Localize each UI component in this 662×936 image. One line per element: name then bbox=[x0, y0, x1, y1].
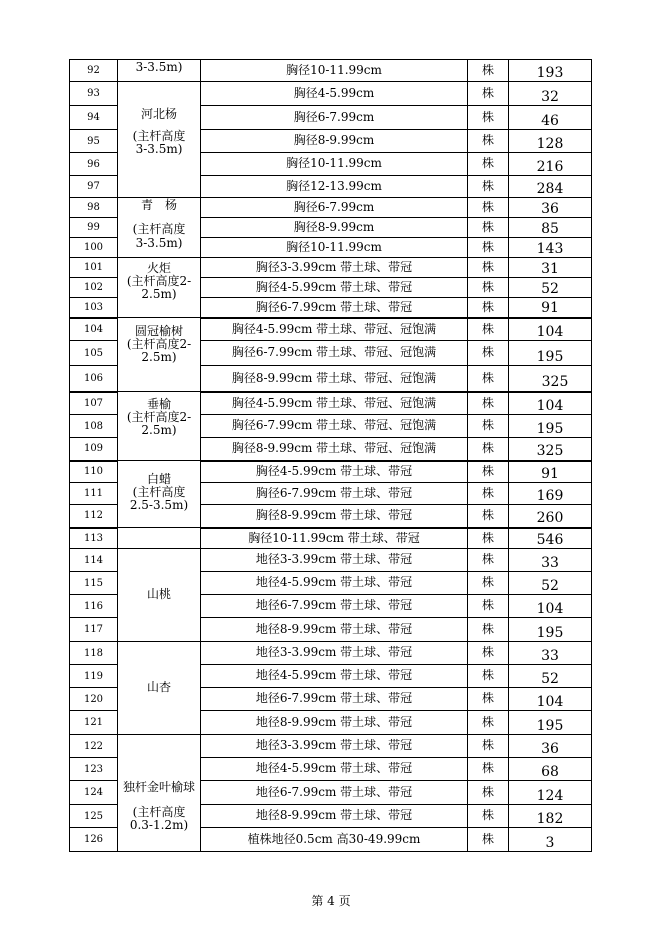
row-number: 92 bbox=[70, 60, 118, 82]
price-cell: 85 bbox=[509, 218, 592, 238]
unit-cell: 株 bbox=[468, 805, 509, 828]
price-cell: 128 bbox=[509, 130, 592, 153]
price-cell: 143 bbox=[509, 238, 592, 258]
row-number: 103 bbox=[70, 298, 118, 318]
spec-cell: 胸径10-11.99cm bbox=[201, 153, 468, 176]
species-name-line: (主杆高度2- bbox=[126, 337, 192, 352]
species-name-line: 3-3.5m) bbox=[135, 236, 183, 250]
unit-cell: 株 bbox=[468, 238, 509, 258]
spec-cell: 胸径3-3.99cm 带土球、带冠 bbox=[201, 258, 468, 278]
row-number: 111 bbox=[70, 483, 118, 505]
species-name-line: 2.5m) bbox=[141, 287, 177, 302]
unit-cell: 株 bbox=[468, 415, 509, 438]
spec-cell: 胸径4-5.99cm 带土球、带冠 bbox=[201, 278, 468, 298]
spec-cell: 地径4-5.99cm 带土球、带冠 bbox=[201, 572, 468, 595]
row-number: 120 bbox=[70, 688, 118, 711]
species-name-line: (主杆高度 bbox=[132, 485, 186, 500]
spec-cell: 地径3-3.99cm 带土球、带冠 bbox=[201, 642, 468, 665]
unit-cell: 株 bbox=[468, 258, 509, 278]
price-cell: 36 bbox=[509, 735, 592, 758]
price-cell: 52 bbox=[509, 278, 592, 298]
unit-cell: 株 bbox=[468, 318, 509, 341]
row-number: 104 bbox=[70, 318, 118, 341]
table-row bbox=[70, 392, 592, 415]
unit-cell: 株 bbox=[468, 60, 509, 82]
price-cell: 32 bbox=[509, 82, 592, 106]
species-name-line: (主杆高度 bbox=[132, 129, 186, 144]
price-cell: 260 bbox=[509, 505, 592, 528]
price-cell: 104 bbox=[509, 688, 592, 711]
spec-cell: 胸径4-5.99cm 带土球、带冠、冠饱满 bbox=[201, 318, 468, 341]
spec-cell: 地径3-3.99cm 带土球、带冠 bbox=[201, 549, 468, 572]
row-number: 108 bbox=[70, 415, 118, 438]
spec-cell: 胸径12-13.99cm bbox=[201, 176, 468, 198]
spec-cell: 胸径6-7.99cm 带土球、带冠 bbox=[201, 483, 468, 505]
species-name-cell bbox=[118, 258, 201, 318]
spec-cell: 胸径4-5.99cm 带土球、带冠、冠饱满 bbox=[201, 392, 468, 415]
table-row bbox=[70, 82, 592, 106]
price-table bbox=[69, 59, 592, 852]
unit-cell: 株 bbox=[468, 82, 509, 106]
spec-cell: 胸径4-5.99cm bbox=[201, 82, 468, 106]
row-number: 109 bbox=[70, 438, 118, 461]
unit-cell: 株 bbox=[468, 438, 509, 461]
row-number: 123 bbox=[70, 758, 118, 781]
table-row bbox=[70, 735, 592, 758]
spec-cell: 胸径6-7.99cm 带土球、带冠 bbox=[201, 298, 468, 318]
price-cell: 104 bbox=[509, 392, 592, 415]
spec-cell: 胸径6-7.99cm 带土球、带冠、冠饱满 bbox=[201, 415, 468, 438]
unit-cell: 株 bbox=[468, 278, 509, 298]
row-number: 114 bbox=[70, 549, 118, 572]
spec-cell: 胸径6-7.99cm bbox=[201, 106, 468, 130]
price-cell: 325 bbox=[509, 366, 592, 392]
price-cell: 33 bbox=[509, 642, 592, 665]
unit-cell: 株 bbox=[468, 572, 509, 595]
spec-cell: 地径8-9.99cm 带土球、带冠 bbox=[201, 805, 468, 828]
species-name-cell bbox=[118, 528, 201, 549]
row-number: 118 bbox=[70, 642, 118, 665]
row-number: 102 bbox=[70, 278, 118, 298]
species-name-cell bbox=[118, 549, 201, 642]
price-cell: 91 bbox=[509, 298, 592, 318]
spec-cell: 胸径8-9.99cm 带土球、带冠、冠饱满 bbox=[201, 366, 468, 392]
row-number: 122 bbox=[70, 735, 118, 758]
price-cell: 195 bbox=[509, 415, 592, 438]
species-name-line: 2.5-3.5m) bbox=[129, 498, 189, 513]
price-cell: 216 bbox=[509, 153, 592, 176]
price-cell: 52 bbox=[509, 572, 592, 595]
unit-cell: 株 bbox=[468, 642, 509, 665]
row-number: 121 bbox=[70, 711, 118, 735]
unit-cell: 株 bbox=[468, 198, 509, 218]
price-cell: 169 bbox=[509, 483, 592, 505]
species-name-line: 青 杨 bbox=[140, 198, 177, 212]
species-name-line: (主杆高度2- bbox=[126, 410, 192, 425]
price-cell: 46 bbox=[509, 106, 592, 130]
unit-cell: 株 bbox=[468, 341, 509, 366]
row-number: 94 bbox=[70, 106, 118, 130]
row-number: 110 bbox=[70, 461, 118, 483]
spec-cell: 胸径10-11.99cm bbox=[201, 60, 468, 82]
row-number: 106 bbox=[70, 366, 118, 392]
unit-cell: 株 bbox=[468, 781, 509, 805]
price-cell: 182 bbox=[509, 805, 592, 828]
unit-cell: 株 bbox=[468, 665, 509, 688]
unit-cell: 株 bbox=[468, 153, 509, 176]
species-name-line: 河北杨 bbox=[140, 107, 177, 121]
row-number: 107 bbox=[70, 392, 118, 415]
species-name-line: 2.5m) bbox=[141, 423, 177, 438]
species-name-line: 垂榆 bbox=[146, 397, 171, 411]
row-number: 116 bbox=[70, 595, 118, 618]
table-row bbox=[70, 318, 592, 341]
species-name-cell bbox=[118, 392, 201, 461]
table-row bbox=[70, 461, 592, 483]
row-number: 96 bbox=[70, 153, 118, 176]
row-number: 124 bbox=[70, 781, 118, 805]
unit-cell: 株 bbox=[468, 549, 509, 572]
unit-cell: 株 bbox=[468, 618, 509, 642]
spec-cell: 地径6-7.99cm 带土球、带冠 bbox=[201, 688, 468, 711]
unit-cell: 株 bbox=[468, 688, 509, 711]
price-cell: 195 bbox=[509, 711, 592, 735]
spec-cell: 地径3-3.99cm 带土球、带冠 bbox=[201, 735, 468, 758]
price-cell: 104 bbox=[509, 595, 592, 618]
unit-cell: 株 bbox=[468, 828, 509, 852]
price-cell: 325 bbox=[509, 438, 592, 461]
species-name-line: 独杆金叶榆球 bbox=[122, 780, 195, 794]
species-name-line: 2.5m) bbox=[141, 350, 177, 365]
unit-cell: 株 bbox=[468, 392, 509, 415]
row-number: 119 bbox=[70, 665, 118, 688]
row-number: 105 bbox=[70, 341, 118, 366]
row-number: 93 bbox=[70, 82, 118, 106]
species-name-cell bbox=[118, 642, 201, 735]
unit-cell: 株 bbox=[468, 528, 509, 549]
spec-cell: 地径6-7.99cm 带土球、带冠 bbox=[201, 595, 468, 618]
spec-cell: 胸径8-9.99cm 带土球、带冠 bbox=[201, 505, 468, 528]
unit-cell: 株 bbox=[468, 461, 509, 483]
spec-cell: 胸径6-7.99cm bbox=[201, 198, 468, 218]
price-cell: 284 bbox=[509, 176, 592, 198]
row-number: 112 bbox=[70, 505, 118, 528]
species-name-cell bbox=[118, 60, 201, 82]
species-name-line: (主杆高度 bbox=[132, 805, 186, 820]
species-name-line: 山桃 bbox=[146, 587, 171, 602]
unit-cell: 株 bbox=[468, 735, 509, 758]
species-name-cell bbox=[118, 198, 201, 258]
unit-cell: 株 bbox=[468, 130, 509, 153]
price-cell: 546 bbox=[509, 528, 592, 549]
unit-cell: 株 bbox=[468, 298, 509, 318]
unit-cell: 株 bbox=[468, 483, 509, 505]
species-name-cell bbox=[118, 82, 201, 198]
spec-cell: 地径8-9.99cm 带土球、带冠 bbox=[201, 618, 468, 642]
species-name-cell bbox=[118, 461, 201, 528]
spec-cell: 胸径10-11.99cm bbox=[201, 238, 468, 258]
row-number: 126 bbox=[70, 828, 118, 852]
row-number: 101 bbox=[70, 258, 118, 278]
price-cell: 68 bbox=[509, 758, 592, 781]
unit-cell: 株 bbox=[468, 366, 509, 392]
price-cell: 124 bbox=[509, 781, 592, 805]
species-name-cell bbox=[118, 735, 201, 852]
price-cell: 36 bbox=[509, 198, 592, 218]
unit-cell: 株 bbox=[468, 595, 509, 618]
unit-cell: 株 bbox=[468, 176, 509, 198]
spec-cell: 地径8-9.99cm 带土球、带冠 bbox=[201, 711, 468, 735]
price-cell: 195 bbox=[509, 618, 592, 642]
spec-cell: 胸径8-9.99cm bbox=[201, 130, 468, 153]
spec-cell: 地径4-5.99cm 带土球、带冠 bbox=[201, 665, 468, 688]
spec-cell: 胸径8-9.99cm bbox=[201, 218, 468, 238]
page-number-footer: 第 4 页 bbox=[311, 894, 351, 908]
table-row bbox=[70, 642, 592, 665]
spec-cell: 胸径10-11.99cm 带土球、带冠 bbox=[201, 528, 468, 549]
spec-cell: 植株地径0.5cm 高30-49.99cm bbox=[201, 828, 468, 852]
price-cell: 31 bbox=[509, 258, 592, 278]
table-row bbox=[70, 198, 592, 218]
table-row bbox=[70, 60, 592, 82]
row-number: 95 bbox=[70, 130, 118, 153]
unit-cell: 株 bbox=[468, 711, 509, 735]
row-number: 113 bbox=[70, 528, 118, 549]
spec-cell: 胸径6-7.99cm 带土球、带冠、冠饱满 bbox=[201, 341, 468, 366]
table-row bbox=[70, 549, 592, 572]
species-name-line: 山杏 bbox=[146, 680, 171, 695]
species-name-line: (主杆高度 bbox=[132, 222, 186, 236]
row-number: 97 bbox=[70, 176, 118, 198]
species-name-line: 0.3-1.2m) bbox=[129, 818, 189, 833]
row-number: 125 bbox=[70, 805, 118, 828]
species-name-line: 圆冠榆树 bbox=[134, 324, 183, 338]
price-cell: 193 bbox=[509, 60, 592, 82]
price-cell: 52 bbox=[509, 665, 592, 688]
species-name-line: 白蜡 bbox=[146, 472, 171, 486]
row-number: 115 bbox=[70, 572, 118, 595]
species-name-line: (主杆高度2- bbox=[126, 274, 192, 289]
species-name-line: 3-3.5m) bbox=[135, 142, 183, 157]
row-number: 117 bbox=[70, 618, 118, 642]
price-cell: 33 bbox=[509, 549, 592, 572]
species-name-line: 火炬 bbox=[146, 261, 171, 275]
price-cell: 91 bbox=[509, 461, 592, 483]
table-row bbox=[70, 528, 592, 549]
unit-cell: 株 bbox=[468, 758, 509, 781]
unit-cell: 株 bbox=[468, 106, 509, 130]
spec-cell: 地径4-5.99cm 带土球、带冠 bbox=[201, 758, 468, 781]
species-name-cell bbox=[118, 318, 201, 392]
row-number: 100 bbox=[70, 238, 118, 258]
spec-cell: 地径6-7.99cm 带土球、带冠 bbox=[201, 781, 468, 805]
table-row bbox=[70, 258, 592, 278]
species-name-line: 3-3.5m) bbox=[135, 60, 183, 74]
row-number: 98 bbox=[70, 198, 118, 218]
price-cell: 3 bbox=[509, 828, 592, 852]
unit-cell: 株 bbox=[468, 505, 509, 528]
price-cell: 104 bbox=[509, 318, 592, 341]
price-cell: 195 bbox=[509, 341, 592, 366]
unit-cell: 株 bbox=[468, 218, 509, 238]
row-number: 99 bbox=[70, 218, 118, 238]
spec-cell: 胸径8-9.99cm 带土球、带冠、冠饱满 bbox=[201, 438, 468, 461]
spec-cell: 胸径4-5.99cm 带土球、带冠 bbox=[201, 461, 468, 483]
